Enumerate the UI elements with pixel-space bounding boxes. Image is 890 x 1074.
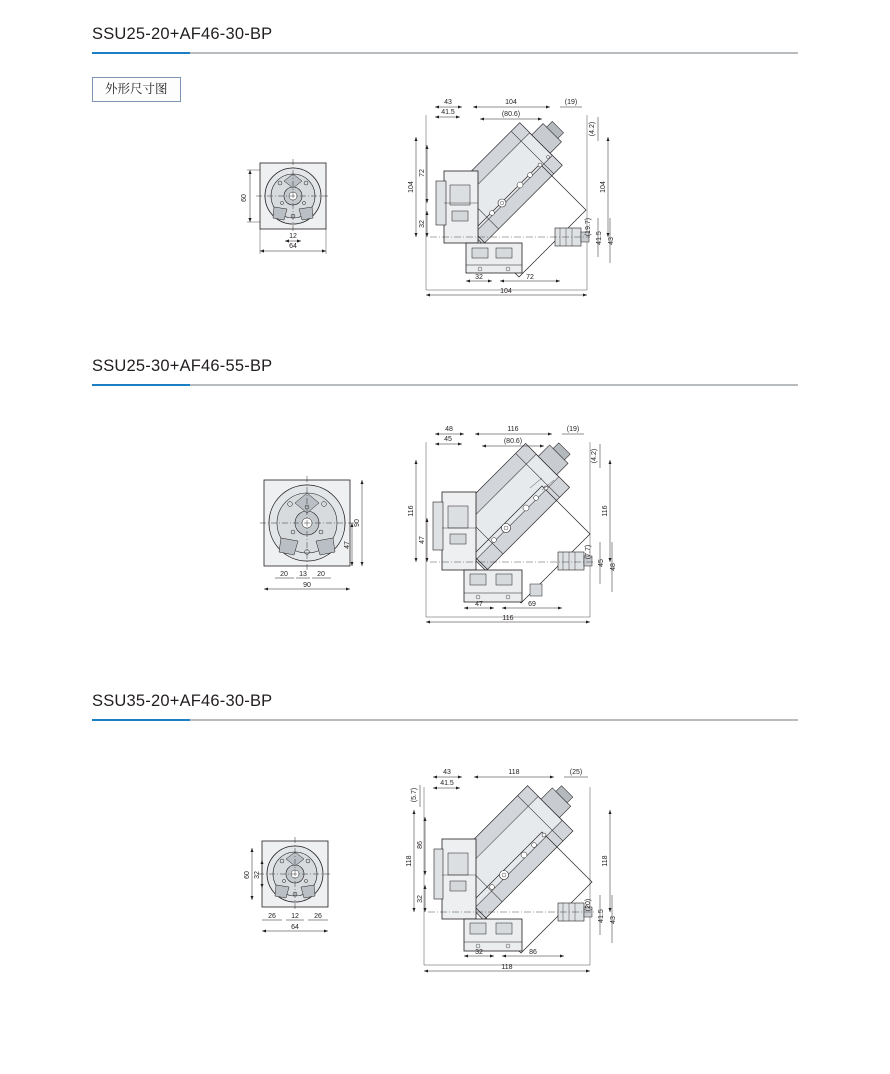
dim: 13 <box>299 571 307 578</box>
dim: 86 <box>529 949 537 956</box>
dim: 104 <box>600 181 607 193</box>
dim: 41.5 <box>441 109 455 116</box>
dim: 116 <box>408 505 415 517</box>
dim: 43 <box>608 237 615 245</box>
drawing-ssu25-30 <box>230 412 650 642</box>
dim: 116 <box>602 505 609 517</box>
dim: 32 <box>417 895 424 903</box>
dim: 72 <box>419 169 426 177</box>
section-rule <box>92 719 798 721</box>
section-title: SSU25-30+AF46-55-BP <box>92 357 273 375</box>
dim: 64 <box>289 243 297 250</box>
dim: (25) <box>569 769 583 776</box>
dim: 43 <box>443 769 451 776</box>
dim: 116 <box>507 426 519 433</box>
dim: 45 <box>598 559 605 567</box>
dim: (4.2) <box>589 121 596 137</box>
dim: 118 <box>501 964 513 971</box>
dim: (19) <box>564 99 578 106</box>
dim: 32 <box>475 949 483 956</box>
dim: 48 <box>445 426 453 433</box>
outline-dimension-badge: 外形尺寸图 <box>92 77 181 102</box>
dim: (4.2) <box>591 448 598 464</box>
section-rule <box>92 384 798 386</box>
dim: 118 <box>602 855 609 867</box>
section-rule <box>92 52 798 54</box>
section-title: SSU35-20+AF46-30-BP <box>92 692 273 710</box>
dim: (5.7) <box>411 787 418 803</box>
dim: 47 <box>344 541 351 549</box>
dim: 43 <box>444 99 452 106</box>
dim: 12 <box>291 913 299 920</box>
dim: 20 <box>317 571 325 578</box>
dim: 104 <box>408 181 415 193</box>
dim: 41.5 <box>598 909 605 923</box>
dim: 32 <box>419 220 426 228</box>
section-title: SSU25-20+AF46-30-BP <box>92 25 273 43</box>
dim: 32 <box>475 274 483 281</box>
dim: 47 <box>419 536 426 544</box>
dim: (20) <box>585 898 592 912</box>
dim: 41.5 <box>596 231 603 245</box>
drawing-ssu35-20 <box>230 755 650 990</box>
dim: 104 <box>505 99 517 106</box>
dim: 118 <box>406 855 413 867</box>
dim: (7.7) <box>585 544 592 560</box>
dim: 60 <box>241 194 248 202</box>
dim: 48 <box>610 563 617 571</box>
dim: 26 <box>314 913 322 920</box>
dim: 72 <box>526 274 534 281</box>
dim: 86 <box>417 841 424 849</box>
dim: 26 <box>268 913 276 920</box>
dim: 90 <box>303 582 311 589</box>
dim: 20 <box>280 571 288 578</box>
dim: 12 <box>289 233 297 240</box>
dim: 47 <box>475 601 483 608</box>
dim: 32 <box>254 871 261 879</box>
dim: (80.6) <box>501 111 521 118</box>
dim: 118 <box>508 769 520 776</box>
dim: 90 <box>354 519 361 527</box>
dim: 116 <box>502 615 514 622</box>
dim: 60 <box>244 871 251 879</box>
dim: 64 <box>291 924 299 931</box>
dim: 43 <box>610 916 617 924</box>
drawing-ssu25-20 <box>230 85 650 315</box>
dim: 45 <box>444 436 452 443</box>
dim: 104 <box>500 288 512 295</box>
dim: 41.5 <box>440 780 454 787</box>
dim: (80.6) <box>503 438 523 445</box>
dim: 69 <box>528 601 536 608</box>
dim: (19) <box>566 426 580 433</box>
dim: (19.7) <box>585 217 592 237</box>
